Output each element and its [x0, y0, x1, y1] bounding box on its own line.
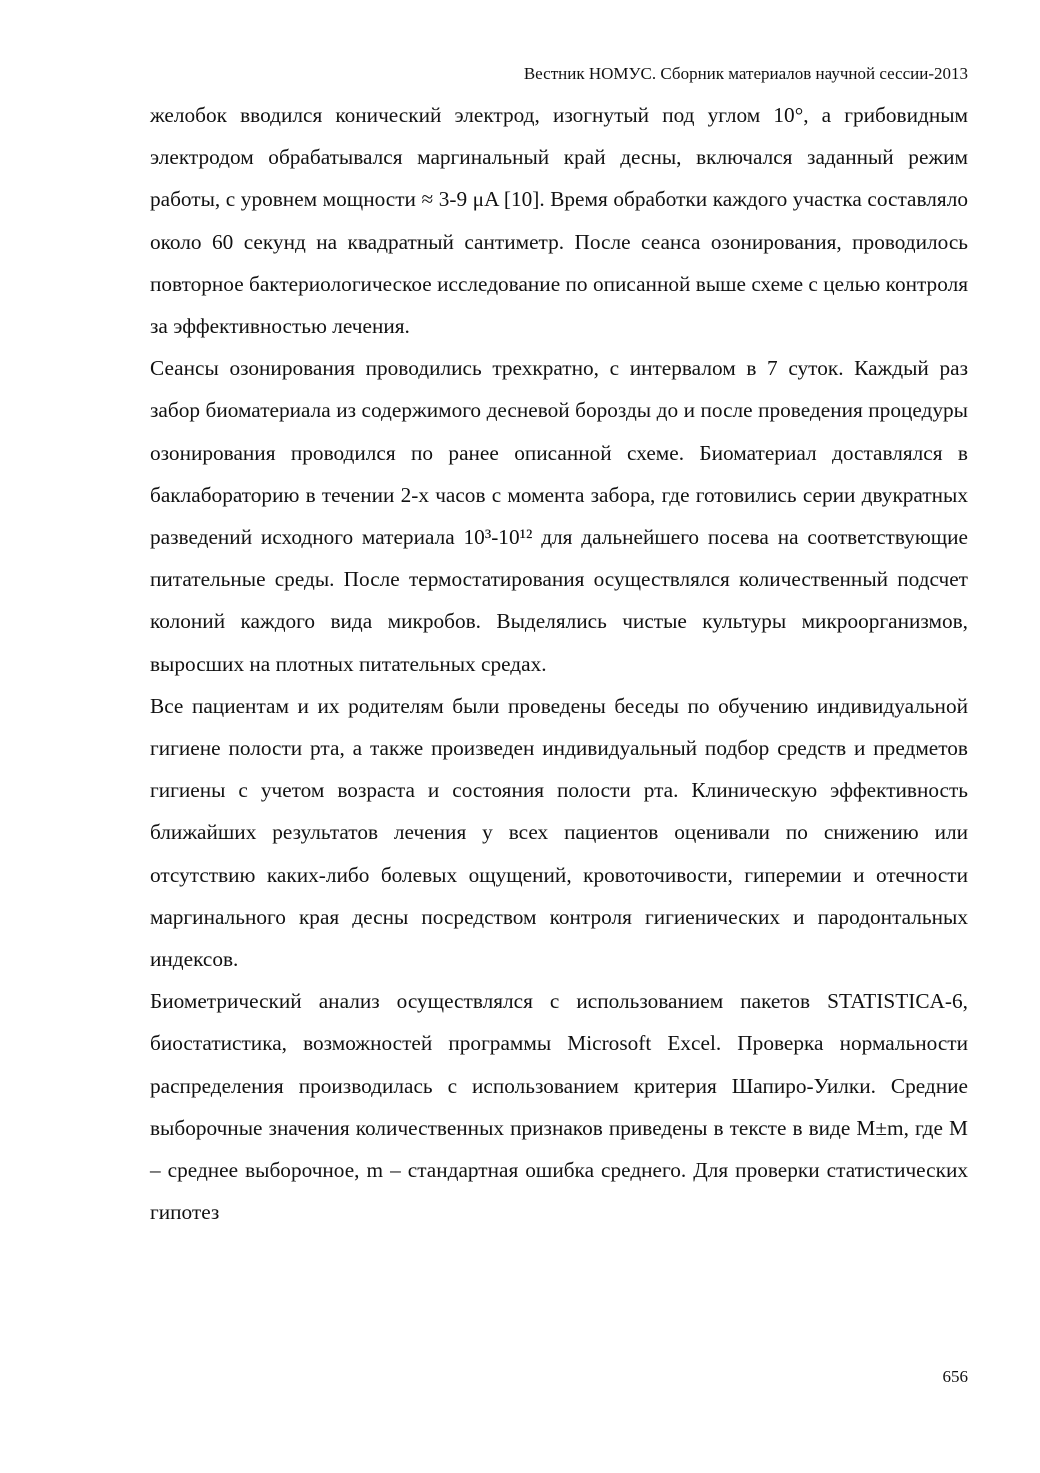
paragraph-1: желобок вводился конический электрод, изогнутый под углом 10°, а грибовидным электродом обрабатывался маргинальный край десны, включался заданный режим работы, с уровнем мощности ≈ 3-9 μA [10]. Время обработки каждого участка составляло около 60 секунд на квадратный сантиметр. После сеанса озонирования, проводилось повторное бактериологическое исследование по описанной выше схеме с целью контроля за эффективностью лечения.	[150, 103, 968, 339]
document-body	[150, 94, 968, 1233]
page-number: 656	[942, 1367, 968, 1386]
paragraph-4: Биометрический анализ осуществлялся с использованием пакетов STATISTICA-6, биостатистика, возможностей программы Microsoft Excel. Проверка нормальности распределения производилась с использованием критерия Шапиро-Уилки. Средние выборочные значения количественных признаков приведены в тексте в виде M±m, где M – среднее выборочное, m – стандартная ошибка среднего. Для проверки статистических гипотез	[150, 989, 968, 1225]
paragraph-3: Все пациентам и их родителям были проведены беседы по обучению индивидуальной гигиене полости рта, а также произведен индивидуальный подбор средств и предметов гигиены с учетом возраста и состояния полости рта. Клиническую эффективность ближайших результатов лечения у всех пациентов оценивали по снижению или отсутствию каких-либо болевых ощущений, кровоточивости, гиперемии и отечности маргинального края десны посредством контроля гигиенических и пародонтальных индексов.	[150, 693, 968, 972]
running-header: Вестник НОМУС. Сборник материалов научной сессии-2013	[523, 64, 968, 83]
paragraph-2: Сеансы озонирования проводились трехкратно, с интервалом в 7 суток. Каждый раз забор биоматериала из содержимого десневой борозды до и после проведения процедуры озонирования проводился по ранее описанной схеме. Биоматериал доставлялся в баклабораторию в течении 2-х часов с момента забора, где готовились серии двукратных разведений исходного материала 10³-10¹² для дальнейшего посева на соответствующие питательные среды. После термостатирования осуществлялся количественный подсчет колоний каждого вида микробов. Выделялись чистые культуры микроорганизмов, выросших на плотных питательных средах.	[150, 356, 968, 676]
